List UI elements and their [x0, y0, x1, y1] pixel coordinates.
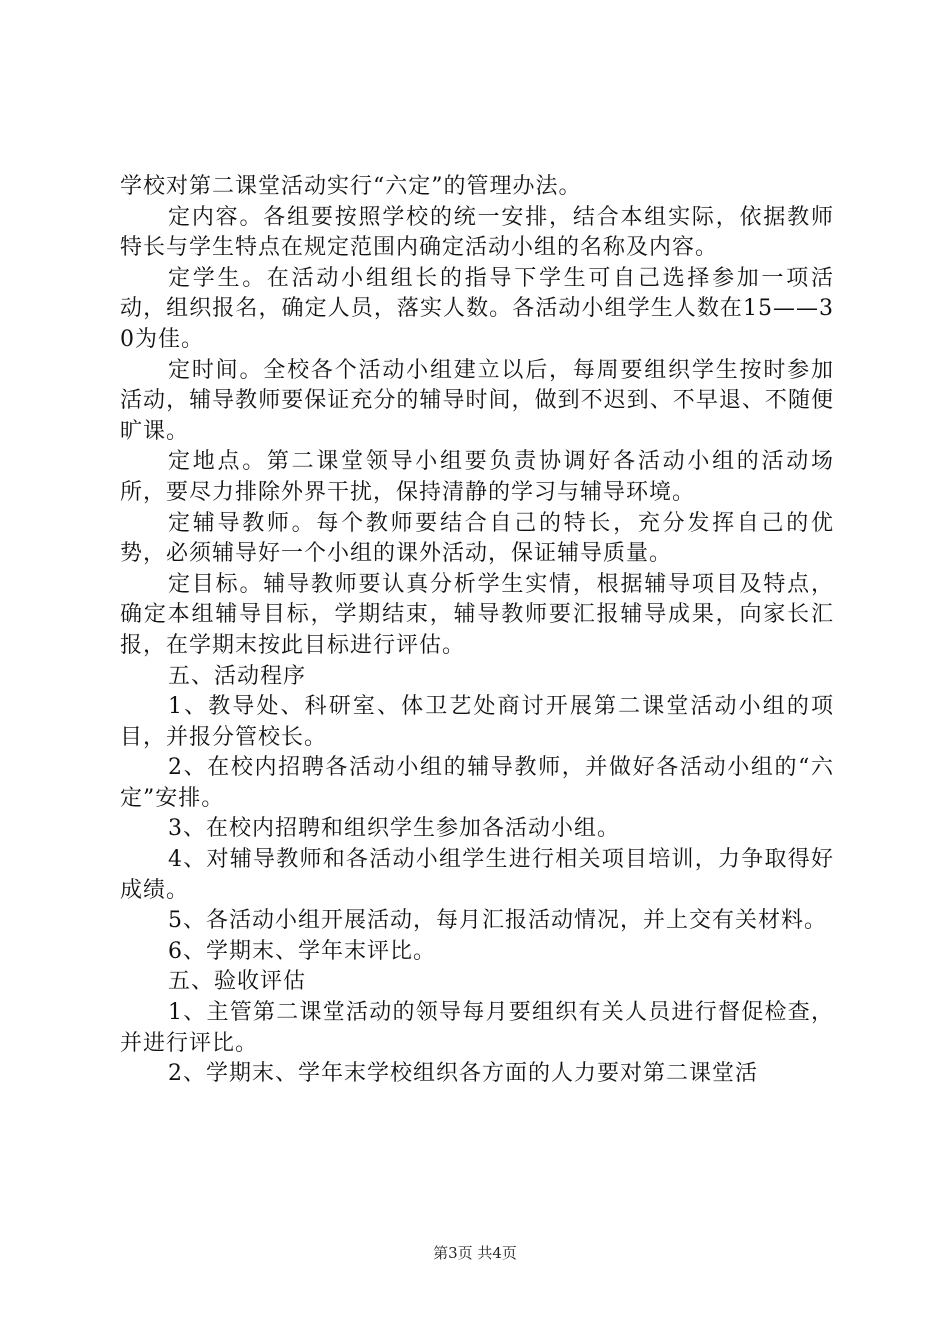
page-number-footer: 第3页 共4页	[433, 1244, 517, 1262]
procedure-item-2: 2、在校内招聘各活动小组的辅导教师，并做好各活动小组的“六定”安排。	[120, 755, 834, 811]
paragraph-intro: 学校对第二课堂活动实行“六定”的管理办法。	[120, 174, 582, 199]
paragraph-goal: 定目标。辅导教师要认真分析学生实情，根据辅导项目及特点，确定本组辅导目标，学期结束，辅导教师要汇报辅导成果，向家长汇报，在学期末按此目标进行评估。	[120, 571, 834, 658]
paragraph-time: 定时间。全校各个活动小组建立以后，每周要组织学生按时参加活动，辅导教师要保证充分的辅导时间，做到不迟到、不早退、不随便旷课。	[120, 357, 834, 444]
section-heading-procedure: 五、活动程序	[168, 663, 307, 689]
document-body	[120, 172, 834, 1090]
paragraph-teacher: 定辅导教师。每个教师要结合自己的特长，充分发挥自己的优势，必须辅导好一个小组的课外活动，保证辅导质量。	[120, 510, 834, 567]
procedure-item-6: 6、学期末、学年末评比。	[168, 938, 436, 964]
evaluation-item-1: 1、主管第二课堂活动的领导每月要组织有关人员进行督促检查，并进行评比。	[120, 1000, 834, 1056]
paragraph-students: 定学生。在活动小组组长的指导下学生可自己选择参加一项活动，组织报名，确定人员，落实人数。各活动小组学生人数在15——30为佳。	[120, 265, 834, 352]
procedure-item-5: 5、各活动小组开展活动，每月汇报活动情况，并上交有关材料。	[168, 908, 827, 934]
procedure-item-3: 3、在校内招聘和组织学生参加各活动小组。	[168, 816, 620, 842]
section-heading-evaluation: 五、验收评估	[168, 969, 307, 995]
paragraph-location: 定地点。第二课堂领导小组要负责协调好各活动小组的活动场所，要尽力排除外界干扰，保持清静的学习与辅导环境。	[120, 449, 834, 505]
paragraph-content: 定内容。各组要按照学校的统一安排，结合本组实际，依据教师特长与学生特点在规定范围内确定活动小组的名称及内容。	[120, 204, 834, 261]
evaluation-item-2: 2、学期末、学年末学校组织各方面的人力要对第二课堂活	[168, 1061, 758, 1087]
procedure-item-4: 4、对辅导教师和各活动小组学生进行相关项目培训，力争取得好成绩。	[120, 847, 834, 903]
procedure-item-1: 1、教导处、科研室、体卫艺处商讨开展第二课堂活动小组的项目，并报分管校长。	[120, 694, 834, 750]
